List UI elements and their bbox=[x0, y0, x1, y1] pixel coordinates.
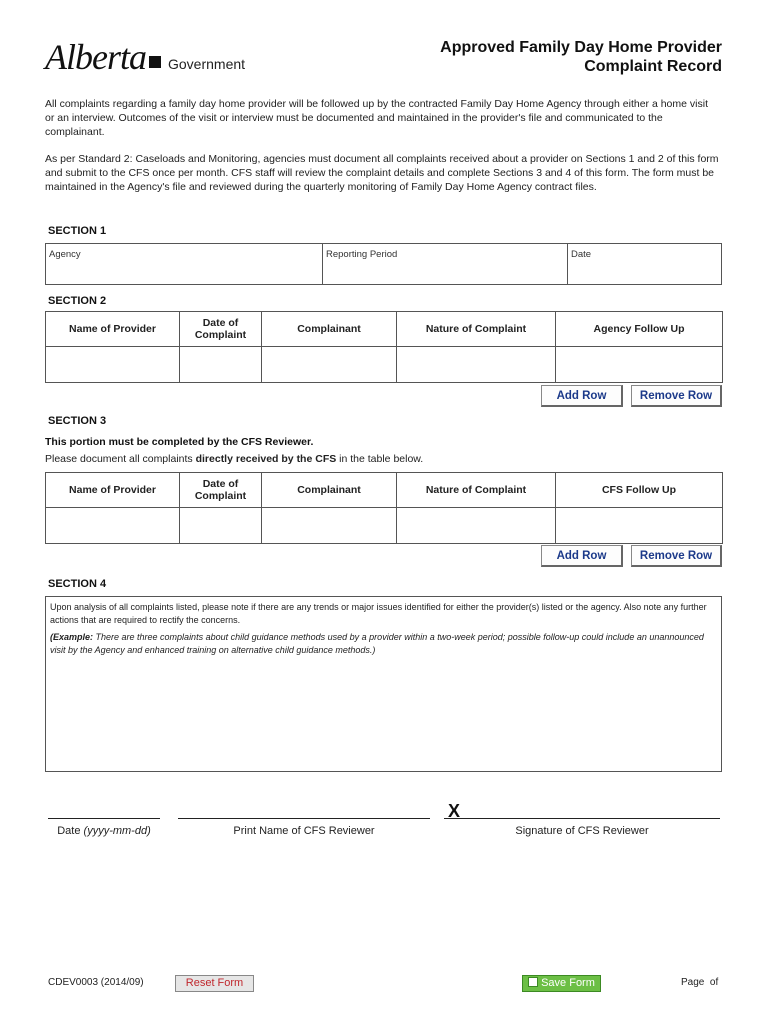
cfs-instruction bbox=[45, 453, 423, 465]
signature-x-mark: X bbox=[448, 801, 461, 821]
agency-label: Agency bbox=[49, 249, 81, 260]
form-title-line1: Approved Family Day Home Provider bbox=[440, 39, 722, 56]
remove-row-button[interactable]: Remove Row bbox=[631, 545, 722, 567]
cfs-instruction-post: in the table below. bbox=[336, 453, 424, 465]
logo-mark-icon bbox=[149, 56, 161, 68]
table-header-row bbox=[46, 312, 723, 347]
intro-paragraph-2: As per Standard 2: Caseloads and Monitoring, agencies must document all complaints received about a provider on Sections 1 and 2 of this form and submit to the CFS once per month. CFS staff will review the complaint details and complete Sections 3 and 4 of this form. The form must be maintained in the Agency's file and reviewed during the quarterly monitoring of Family Day Home Agency contract files. bbox=[45, 153, 719, 193]
section3-table bbox=[45, 472, 723, 544]
col-date-of-complaint: Date of Complaint bbox=[180, 473, 262, 508]
complainant-cell[interactable] bbox=[262, 347, 397, 383]
print-name-label: Print Name of CFS Reviewer bbox=[233, 825, 375, 837]
page-number: Page of bbox=[681, 977, 719, 988]
complaint-date-cell[interactable] bbox=[180, 508, 262, 544]
section2-table bbox=[45, 311, 723, 383]
section4-example bbox=[50, 631, 715, 657]
col-date-of-complaint: Date of Complaint bbox=[180, 312, 262, 347]
print-name-line[interactable] bbox=[178, 818, 430, 819]
section4-title: SECTION 4 bbox=[48, 578, 107, 590]
agency-follow-up-cell[interactable] bbox=[556, 347, 723, 383]
signature-label: Signature of CFS Reviewer bbox=[515, 825, 649, 837]
col-name-of-provider: Name of Provider bbox=[46, 473, 180, 508]
date-label-text: Date bbox=[57, 825, 84, 837]
signature-line[interactable] bbox=[444, 818, 720, 819]
section1-title: SECTION 1 bbox=[48, 225, 107, 237]
complainant-cell[interactable] bbox=[262, 508, 397, 544]
provider-name-cell[interactable] bbox=[46, 347, 180, 383]
intro-paragraph-1: All complaints regarding a family day home provider will be followed up by the contracted Family Day Home Agency through either a home visit or an interview. Outcomes of the visit or interview must be documented and maintained in the provider's file and communicated to the complainant. bbox=[45, 98, 708, 138]
col-name-of-provider: Name of Provider bbox=[46, 312, 180, 347]
example-text: There are three complaints about child guidance methods used by a provider within a two-week period; possible follow-up could include an unannounced visit by the Agency and enhanced training on alternative child guidance methods.) bbox=[50, 632, 704, 655]
section1-divider bbox=[322, 243, 323, 285]
reporting-period-label: Reporting Period bbox=[326, 249, 398, 260]
section4-note: Upon analysis of all complaints listed, please note if there are any trends or major issues identified for either the provider(s) listed or the agency. Also note any further actions that are required to rectify the concerns. bbox=[50, 602, 707, 625]
provider-name-cell[interactable] bbox=[46, 508, 180, 544]
nature-cell[interactable] bbox=[397, 347, 556, 383]
reset-form-button[interactable]: Reset Form bbox=[175, 975, 254, 992]
section2-title: SECTION 2 bbox=[48, 295, 107, 307]
cfs-follow-up-cell[interactable] bbox=[556, 508, 723, 544]
example-label: (Example: bbox=[50, 632, 94, 642]
add-row-button[interactable]: Add Row bbox=[541, 545, 623, 567]
table-row bbox=[46, 347, 723, 383]
date-signature-label bbox=[48, 825, 160, 837]
form-title-line2: Complaint Record bbox=[584, 58, 722, 75]
nature-cell[interactable] bbox=[397, 508, 556, 544]
cfs-instruction-pre: Please document all complaints bbox=[45, 453, 196, 465]
reporting-period-field[interactable] bbox=[325, 262, 563, 282]
col-agency-follow-up: Agency Follow Up bbox=[556, 312, 723, 347]
section1-divider bbox=[567, 243, 568, 285]
remove-row-button[interactable]: Remove Row bbox=[631, 385, 722, 407]
save-disk-icon bbox=[528, 977, 538, 987]
col-nature-of-complaint: Nature of Complaint bbox=[397, 473, 556, 508]
add-row-button[interactable]: Add Row bbox=[541, 385, 623, 407]
table-row bbox=[46, 508, 723, 544]
cfs-reviewer-note: This portion must be completed by the CFS Reviewer. bbox=[45, 436, 314, 448]
col-complainant: Complainant bbox=[262, 312, 397, 347]
date-label: Date bbox=[571, 249, 592, 260]
agency-field[interactable] bbox=[48, 262, 318, 282]
date-format-text: (yyyy-mm-dd) bbox=[83, 825, 151, 837]
section3-title: SECTION 3 bbox=[48, 415, 107, 427]
cfs-instruction-bold: directly received by the CFS bbox=[195, 453, 337, 465]
complaint-date-cell[interactable] bbox=[180, 347, 262, 383]
date-field[interactable] bbox=[570, 262, 718, 282]
save-form-label: Save Form bbox=[541, 977, 595, 989]
col-cfs-follow-up: CFS Follow Up bbox=[556, 473, 723, 508]
logo-government: Government bbox=[168, 56, 246, 72]
alberta-logo: Alberta bbox=[45, 37, 146, 77]
col-complainant: Complainant bbox=[262, 473, 397, 508]
save-form-button[interactable] bbox=[522, 975, 601, 992]
col-nature-of-complaint: Nature of Complaint bbox=[397, 312, 556, 347]
table-header-row bbox=[46, 473, 723, 508]
date-signature-line[interactable] bbox=[48, 818, 160, 819]
form-title bbox=[440, 38, 722, 76]
form-code: CDEV0003 (2014/09) bbox=[48, 977, 144, 988]
